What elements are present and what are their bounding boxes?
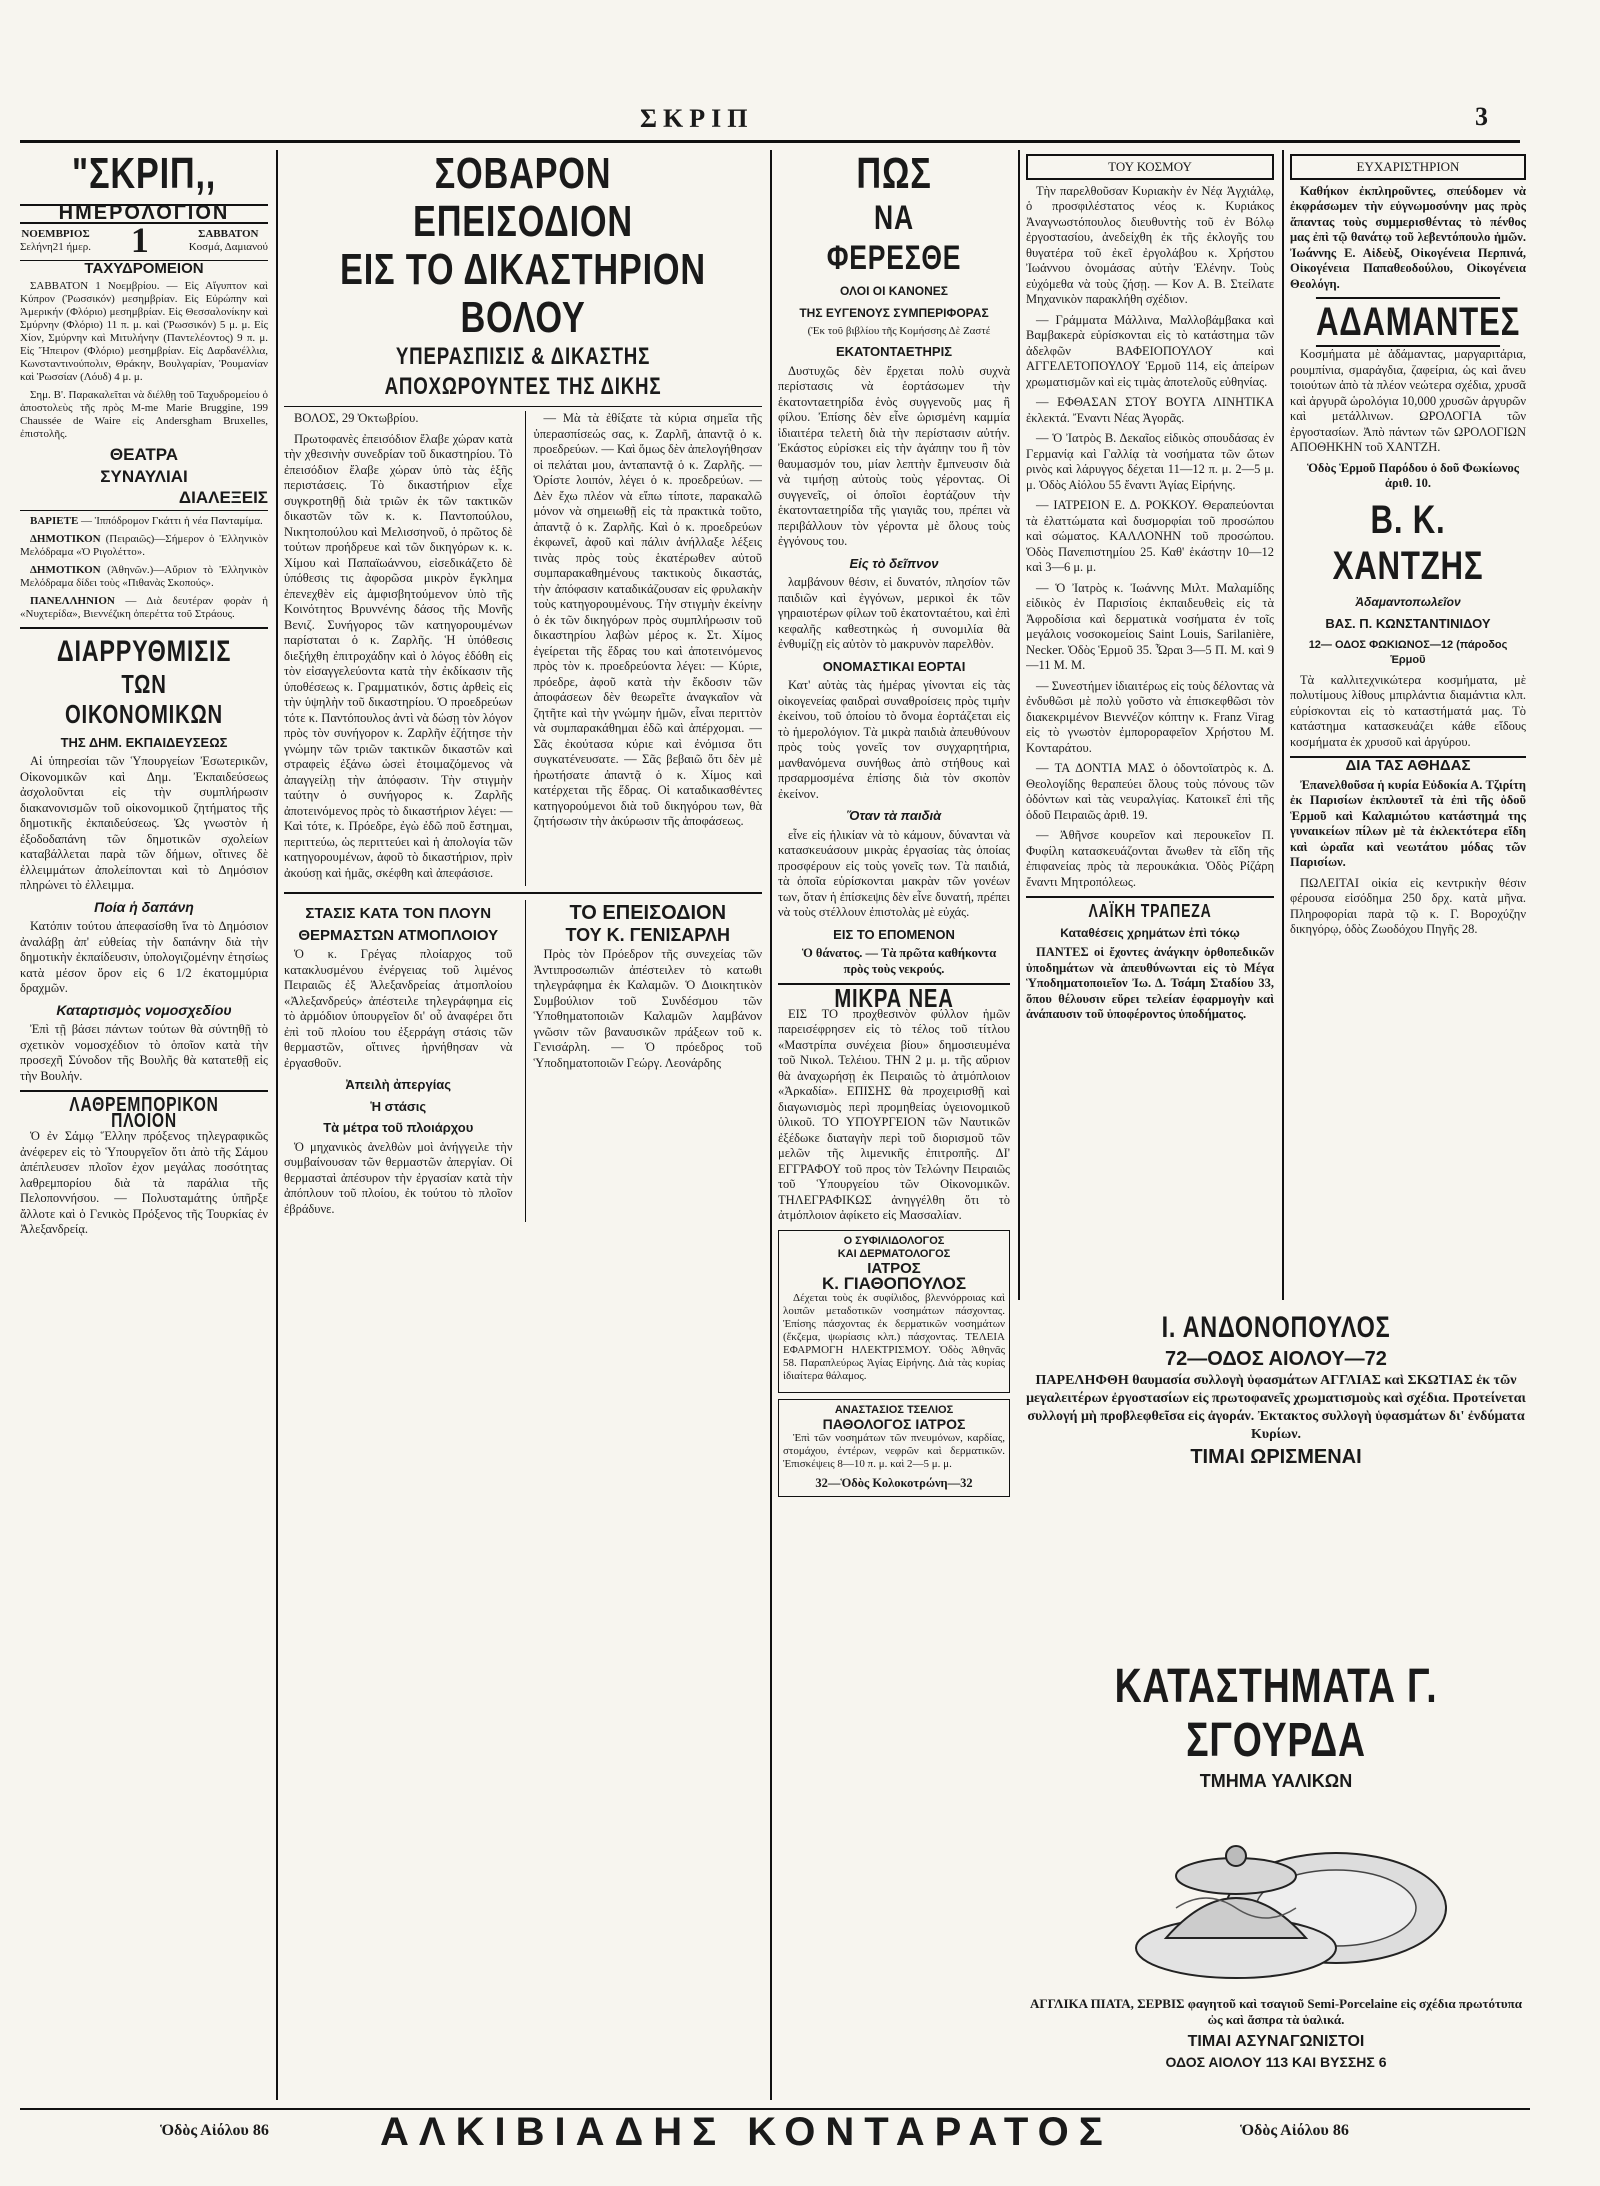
manners-title-2: ΝΑ ΦΕΡΕΣΘΕ <box>826 199 962 277</box>
footer-left-address: Ὁδὸς Αἰόλου 86 <box>160 2122 269 2139</box>
world-item: — ΤΑ ΔΟΝΤΙΑ ΜΑΣ ὁ ὀδοντοϊατρὸς κ. Δ. Θεολογίδης θεραπεύει ὅλους τοὺς πόνους τῶν ὀδόντων καὶ τὰς νευραλγίας. Κατοικεῖ ἐπὶ τῆς ὁδοῦ Πειραιῶς ἀριθ. 19. <box>1026 761 1274 822</box>
calendar-title: ΗΜΕΡΟΛΟΓΙΟΝ <box>20 204 268 224</box>
theatres-title: ΘΕΑΤΡΑ <box>109 445 179 464</box>
column-rule <box>276 150 278 2100</box>
diamonds-title: ΑΔΑΜΑΝΤΕΣ <box>1316 297 1500 347</box>
strike-sub-1: Ἀπειλὴ ἀπεργίας <box>345 1077 452 1092</box>
post-text: ΣΑΒΒΑΤΟΝ 1 Νοεμβρίου. — Εἰς Αἴγυπτον καὶ Κύπρον (Ῥωσσικόν) μεσημβρίαν. Εἰς Εὐρώπην καὶ Ἀμερικήν (Φλόριο) μεσημβρίαν. Εἰς Θεσσαλονίκην καὶ Σμύρνην (Φλόριο) 11 π. μ. καὶ (Ῥωσσικόν) 5 μ. μ. Εἰς Χίον, Σμύρνην καὶ Μιτυλήνην (Παντελέοντος) 9 π. μ. Εἰς Ἤπειρον (Φλόριο) μεσημβρίαν. Εἰς Δαρδανέλλια, Κωνσταντινούπολιν, Θράκην, Βουλγαρίαν, Ῥουμανίαν καὶ Ῥωσσίαν (Λόυδ) 4 μ. μ. <box>20 280 268 383</box>
next-text: Ὁ θάνατος. — Τὰ πρῶτα καθήκοντα πρὸς τοὺς νεκρούς. <box>801 946 997 976</box>
calendar-weekday: ΣΑΒΒΑΤΟΝ <box>198 227 259 240</box>
column-rule <box>1282 150 1284 1300</box>
column-1 <box>20 150 268 2100</box>
calendar-saints: Κοσμά, Δαμιανού <box>188 240 268 253</box>
sgourda-text: ΑΓΓΛΙΚΑ ΠΙΑΤΑ, ΣΕΡΒΙΣ φαγητοῦ καὶ τσαγιοῦ Semi-Porcelaine εἰς σχέδια πρωτότυπα ὡς καὶ ἄσπρα τὰ ὑαλικά. <box>1029 1995 1523 2027</box>
theatre-item: ΠΑΝΕΛΛΗΝΙΟΝ — Διὰ δευτέραν φορὰν ἡ «Νυχτερίδα», Βιεννέζικη ὀπερέττα τοῦ Στράους. <box>20 594 268 620</box>
epeisodion-subtitle: ΤΟΥ Κ. ΓΕΝΙΣΑΡΛΗ <box>565 924 730 945</box>
post-title: ΤΑΧΥΔΡΟΜΕΙΟΝ <box>20 260 268 277</box>
reform-text: Αἱ ὑπηρεσίαι τῶν Ὑπουργείων Ἐσωτερικῶν, Οἰκονομικῶν καὶ Δημ. Ἐκπαιδεύσεως ἀσχολοῦνται εἰς τὴν συμπλήρωσιν διακανονισμῶν τοῦ οἰκονομικοῦ ζητήματος τῆς δημοτικῆς ἐκπαιδεύσεως. Ὡς γνωστὸν ἡ ἐξοδοδαπάνη τῶν δημοτικῶν σχολείων καταβάλλεται παρὰ τῶν δήμων, οἵτινες δὲ ἐλλειμμάτων ἀπολείπονται καὶ τὸ Δημόσιον πληρώνει τὸ ἐλλειμμα. <box>20 754 268 892</box>
thanks-title: ΕΥΧΑΡΙΣΤΗΡΙΟΝ <box>1290 154 1526 180</box>
ad-prices: ΤΙΜΑΙ ΩΡΙΣΜΕΝΑΙ <box>1190 1445 1362 1468</box>
kids-text: εἶνε εἰς ἡλικίαν νὰ τὸ κάμουν, δύνανται νὰ κατασκευάσουν μικρὰς ἐργασίας τὰς ὁποίας προσφέρουν εἰς τοὺς γονεῖς των. Τὰ παιδιά, τὰ ὁποῖα εὑρίσκονται μακρὰν τῶν γονέων των, ὅταν ἡ ἐπίσκεψις δὲν εἶνε δυνατή, πρέπει νὰ τοὺς στέλλουν ἐπιστολὰς μὲ εὐχάς. <box>778 827 1010 919</box>
sgourda-ad <box>1026 1660 1526 2100</box>
reform-subtitle-2: ΤΗΣ ΔΗΜ. ΕΚΠΑΙΔΕΥΣΕΩΣ <box>60 734 228 750</box>
world-title: ΤΟΥ ΚΟΣΜΟΥ <box>1026 154 1274 180</box>
masthead-title: ΣΚΡΙΠ <box>640 104 754 133</box>
ship-text: Ὁ ἐν Σάμῳ Ἕλλην πρόξενος τηλεγραφικῶς ἀνέφερεν εἰς τὸ Ὑπουργεῖον ὅτι ἀπὸ τῆς Σάμου ἀπέπλευσεν πλοῖον ἐχον μεγάλας ποσότητας λαθρεμπορίου διὰ τὰ παράλια τῆς Πελοποννήσου. — Πολυσταμάτης ὑπῆρξε ἄλλοτε καὶ ὁ Γενικὸς Πρόξενος τῆς Τουρκίας ἐν Ἀλεξανδρείᾳ. <box>20 1129 268 1236</box>
diamonds-text: Κοσμήματα μὲ ἀδάμαντας, μαργαριτάρια, ρουμπίνια, σμαράγδια, ζαφείρια, ὡς καὶ ἄνευ τοιούτων ἀπὸ τὰ πλέον νεώτερα σχέδια, χρυσᾶ καὶ ἀργυρᾶ ὡρολόγια 10,000 χρυσῶν ἀργυρῶν καὶ μετάλλινων. ΩΡΟΛΟΓΙΑ τῶν ἐργοστασίων. Ἀπὸ πάντων τῶν ΩΡΟΛΟΓΙΩΝ ΑΠΟΘΗΚΗΝ τοῦ ΧΑΝΤΖΗ. <box>1290 347 1526 454</box>
strike-sub-2: Ἡ στάσις <box>370 1098 427 1114</box>
article-text-left: Πρωτοφανὲς ἐπεισόδιον ἔλαβε χώραν κατὰ τὴν χθεσινὴν συνεδρίαν τοῦ δικαστηρίου. Τὸ ἐπεισόδιον ἔλαβε χώραν ὑπὸ τὰς ἑξῆς περιστάσεις. Τὸ δικαστήριον εἶχε συγκροτηθῇ διὰ τριῶν ἐκ τῶν τακτικῶν δικαστῶν τῶν κ. κ. Παντοπούλου, Νικητοπούλου καὶ Μελισσηνοῦ, ὁ πρῶτος δὲ τούτων προήδρευε καὶ τῶν δικηγόρων κ. κ. Χίμου καὶ Παπαϊωάννου, εἰσεδικάζετο δὲ ὑπόθεσις τις ἀφορῶσα μικρὸν ἔγκλημα ἐπενεχθὲν εἰς ἀμφισβητούμενον ὑπὸ τῆς Κοινότητος Βρυννένης δάσος τῆς Μονῆς Βενιζ. Συνήγορος τῶν κατηγορουμένων παρίσταται ὁ κ. Ζαρλῆς. Ἡ ὑπόθεσις διεξήχθη ἐπιτροχάδην καὶ ὁ λόγος ἐδόθη εἰς τὸν εἰσαγγελεύοντα κατὰ τὴν ἐκδίκασιν τῆς ὑποθέσεως κ. Γραμματικόν, δστις ἀρθεὶς εἰς τὴν ὑψηλὴν τοῦ δικαστηρίου. Ὁ προεδρεύων τότε κ. Παντόπουλος ἀντὶ νὰ δώσῃ τὸν λόγον πρὸς τὸν συνήγορον κ. Ζαρλῆν ἐζήτησε τὴν γνώμην τῶν τριῶν τακτικῶν δικαστῶν καὶ στραφεὶς ἐξάνω ὡσεὶ ἑτοιμαζόμενος νὰ ἀπαγγείλῃ τὴν ἀπόφασιν. Τὴν στιγμὴν ταύτην ὁ συνήγορος κ. Ζαρλῆς ἀποτεινόμενος πρὸς τὸ δικαστήριον λέγει: — Καὶ τότε, κ. Πρόεδρε, ἐγὼ ἐδῶ ποῦ ἔστημαι, περιττεύω, ὡς περιττεύει καὶ ἡ ἀπολογία τῶν κατηγορουμένων, ἀφοῦ τὸ δικαστήριον, πρὶν ἀκούσῃ καὶ ἡμᾶς, σκέφθη καὶ ἀπεφάσισε. <box>284 431 513 880</box>
kids-title: Ὅταν τὰ παιδιὰ <box>846 808 942 823</box>
headline-line-2: ΕΙΣ ΤΟ ΔΙΚΑΣΤΗΡΙΟΝ ΒΟΛΟΥ <box>340 245 706 342</box>
bill-text: Ἐπὶ τῇ βάσει πάντων τούτων θὰ σύντηθῇ τὸ σχετικὸν νομοσχέδιον τὸ ὁποῖον κατὰ τὴν προσεχῆ Σύνοδον τῆς Βουλῆς θὰ κατατεθῇ εἰς τὴν Βουλήν. <box>20 1022 268 1083</box>
epeisodion-title: ΤΟ ΕΠΕΙΣΟΔΙΟΝ <box>569 902 727 924</box>
calendar-box <box>20 219 268 260</box>
sale-text: ΠΩΛΕΙΤΑΙ οἰκία εἰς κεντρικὴν θέσιν φέρουσα εἰσόδημα 250 δρχ. κατὰ μῆνα. Πληροφορίαι παρὰ τῷ κ. Γ. Βοροχύζην δικηγόρῳ, ὁδὸς Ζωοδόχου Πηγῆς 28. <box>1290 875 1526 936</box>
column-5 <box>1290 150 1526 1300</box>
ad-name: Ι. ΑΝΔΟΝΟΠΟΥΛΟΣ <box>1161 1311 1391 1344</box>
strike-subtitle: ΘΕΡΜΑΣΤΩΝ ΑΤΜΟΠΛΟΙΟΥ <box>298 926 499 944</box>
athens-text: Ἐπανελθοῦσα ἡ κυρία Εὐδοκία Α. Τζιρίτη ἐκ Παρισίων ἐκπλουτεῖ τὰ ἐπὶ τῆς ὁδοῦ Ἑρμοῦ καὶ Καλαμιώτου κατάστημά της γυναικείων πίλων μὲ τὰ ἐκλεκτότερα εἴδη καὶ ὡραῖα καὶ νεωτάτου μόδας τῶν Παρισίων. <box>1290 777 1526 869</box>
theatre-item: ΔΗΜΟΤΙΚΟΝ (Ἀθηνῶν.)—Αὔριον τὸ Ἑλληνικὸν Μελόδραμα δίδει τοὺς «Πιθανὰς Σκοπούς». <box>20 563 268 589</box>
nameday-title: ΟΝΟΜΑΣΤΙΚΑΙ ΕΟΡΤΑΙ <box>822 658 966 674</box>
calendar-month: ΝΟΕΜΒΡΙΟΣ <box>21 227 90 240</box>
column-4 <box>1026 150 1274 1300</box>
masthead <box>20 100 1520 143</box>
cost-text: Κατόπιν τούτου ἀπεφασίσθη ἵνα τὸ Δημόσιον ἀναλάβῃ ἀπ' εὐθείας τὴν δαπάνην διὰ τὴν δημοτικὴν ἐκπαίδευσιν, ὑπολογιζομένην ἐτησίως κατὰ μέσον ὅρον εἰς 6 1/2 ἑκατομμύρια δραχμῶν. <box>20 919 268 995</box>
sgourda-address: ΟΔΟΣ ΑΙΟΛΟΥ 113 ΚΑΙ ΒΥΣΣΗΣ 6 <box>1165 2054 1387 2070</box>
tureen-illustration <box>1096 1798 1456 1988</box>
sgourda-subtitle: ΤΜΗΜΑ ΥΑΛΙΚΩΝ <box>1199 1771 1353 1791</box>
headline-deck: ΥΠΕΡΑΣΠΙΣΙΣ & ΔΙΚΑΣΤΗΣ ΑΠΟΧΩΡΟΥΝΤΕΣ ΤΗΣ ΔΙΚΗΣ <box>384 343 662 400</box>
article-dateline: ΒΟΛΟΣ, 29 Ὀκτωβρίου. <box>294 411 419 425</box>
manners-source: (Ἐκ τοῦ βιβλίου τῆς Κομήσσης Δὲ Ζαστέ <box>807 325 991 337</box>
hantzis-address: 12— ΟΔΟΣ ΦΩΚΙΩΝΟΣ—12 (πάροδος Ἑρμοῦ <box>1308 638 1508 666</box>
column-rule <box>1018 150 1020 1300</box>
andonopoulos-ad <box>1026 1310 1526 1630</box>
strike-sub-3: Τὰ μέτρα τοῦ πλοιάρχου <box>323 1120 474 1135</box>
strike-text: Ὁ κ. Γρέγας πλοίαρχος τοῦ κατακλυσμένου ἐνέργειας τοῦ λιμένος Πειραιῶς ἐξ Ἀλεξανδρείας ἀτμοπλοίου «Ἀλεξανδρεύς» ἀπέστειλε τηλεγράφημα εἰς τὸ ἀρμόδιον ὑπουργεῖον δι' οὗ ἀναφέρει ὅτι ἐπὶ τοῦ πλοίου του ἐξερράγη στάσις τῶν θερμαστῶν, οἵτινες ἠρνήθησαν νὰ ἐργασθοῦν. <box>284 947 513 1070</box>
strike-text-2: Ὁ μηχανικὸς ἀνελθὼν μοὶ ἀνήγγειλε τὴν συμβαίνουσαν τῶν θερμαστῶν ἀπεργίαν. Οἱ θερμασταὶ ἀπέσυρον τὴν ἐργασίαν κατὰ τὴν ἀπόπλουν τοῦ πλοίου, ἐκ τούτου τὸ πλοῖον ἐβράδυνε. <box>284 1139 513 1216</box>
world-item: — Ὁ Ἰατρὸς Β. Δεκαῖος εἰδικὸς σπουδάσας ἐν Γερμανίᾳ καὶ Γαλλίᾳ τὰ νοσήματα τῶν ὤτων ρινὸς καὶ λάρυγγος δέχεται 11—12 π. μ. 2—5 μ. μ. Ὁδὸς Αἰόλου 55 ἔναντι Ἁγίας Εἰρήνης. <box>1026 431 1274 492</box>
doctor-ad-1: Ο ΣΥΦΙΛΙΔΟΛΟΓΟΣ ΚΑΙ ΔΕΡΜΑΤΟΛΟΓΟΣ ΙΑΤΡΟΣ Κ. ΓΙΑΘΟΠΟΥΛΟΣ Δέχεται τοὺς ἐκ συφίλιδος, βλεννόρροιας καὶ λοιπῶν μεταδοτικῶν νοσημάτων πάσχοντας. Ἐπίσης πάσχοντας ἐκ δερματικῶν νοσημάτων (ἔκζεμα, ψωρίασις κλπ.) πάσχοντας. ΤΕΛΕΙΑ ΕΦΑΡΜΟΓΗ ΗΛΕΚΤΡΙΣΜΟΥ. Ὁδὸς Ἀθηνᾶς 58. Παραπλεύρως Ἁγίας Εἰρήνης. Διὰ τὰς κυρίας ἰδιαίτερα θάλαμος. <box>778 1230 1010 1393</box>
calendar-moon: Σελήνη21 ήμερ. <box>20 240 91 253</box>
reform-subtitle: ΤΩΝ ΟΙΚΟΝΟΜΙΚΩΝ <box>65 668 223 729</box>
sgourda-title: ΚΑΤΑΣΤΗΜΑΤΑ Γ. ΣΓΟΥΡΔΑ <box>1114 1660 1438 1767</box>
anniversary-text: Δυστυχῶς δὲν ἔρχεται πολὺ συχνὰ περίστασις νὰ ἑορτάσωμεν τὴν ἑκατονταετηρίδα ἑνὸς συγγενοῦς μας ἢ φίλου. Ἐπίσης δὲν εἶνε ὡρισμένη καμμία ἰδιαιτέρα τελετὴ διὰ τὴν περίστασιν αὐτήν. Ἐκάστος εὑρίσκει εἰς τὴν ἀγάπην του ἢ τὸν θαυμασμόν του, μίαν λεπτὴν ἔμπνευσιν διὰ νὰ τιμήσῃ αὐτοὺς τοὺς γέροντας. Οἱ συγγενεῖς, οἱ ὁποῖοι ἑορτάζουν τὴν ἑκατονταετηρίδα τῆς γιαγιᾶς του, πρέπει νὰ περιβάλλουν τὸν γέροντα μὲ ὅλους τοὺς ἐγγόνους του. <box>778 363 1010 548</box>
world-text: Τὴν παρελθοῦσαν Κυριακὴν ἐν Νέᾳ Ἀγχιάλῳ, ὁ προσφιλέστατος νέος κ. Κυριάκος Ἀναγνωστόπουλος διευθυντὴς τοῦ ἐν Βόλῳ ἐργοστασίου, ἀνεδείχθη ἐκ τῆς ἐκλογῆς του θυγατέρα τοῦ ἐκεῖ ἐργολάβου κ. Χρήστου Ἰωάννου ὀνομάσας αὐτὴν Ἐλένην. Τοὺς εὐχόμεθα νὰ τοὺς ζήσῃ. — Κον Α. Β. Στείλατε Μηχανικὸν παρακλήθη σχέδιον. <box>1026 183 1274 306</box>
column-rule <box>770 150 772 2100</box>
next-title: ΕΙΣ ΤΟ ΕΠΟΜΕΝΟΝ <box>833 926 955 942</box>
theatre-item: ΒΑΡΙΕΤΕ — Ἱππόδρομον Γκάττι ἡ νέα Πανταμίμα. <box>30 514 263 527</box>
world-item: — Ἀθῆνσε κουρεῖον καὶ περουκεῖον Π. Φυφίλη κατασκευάζονται ἄνωθεν τὰ εἴδη τῆς ἐπιφανείας πρὸς τὰ περουκάκια. Ὁδὸς Ρίζάρη ἔναντι Μητροπόλεως. <box>1026 828 1274 889</box>
cost-title: Ποία ἡ δαπάνη <box>94 898 194 915</box>
bank-title: ΛΑΪΚΗ ΤΡΑΠΕΖΑ <box>1088 901 1212 921</box>
court-article <box>284 411 762 886</box>
sgourda-prices: ΤΙΜΑΙ ΑΣΥΝΑΓΩΝΙΣΤΟΙ <box>1187 2032 1365 2050</box>
world-item: — ΕΦΘΑΣΑΝ ΣΤΟΥ ΒΟΥΓΑ ΛΙΝΗΤΙΚΑ ἐκλεκτά. Ἔναντι Νέας Ἀγορᾶς. <box>1026 395 1274 425</box>
footer-right-address: Ὁδὸς Αἰόλου 86 <box>1240 2122 1349 2139</box>
ad-address: 72—ΟΔΟΣ ΑΙΟΛΟΥ—72 <box>1165 1348 1387 1370</box>
logo: "ΣΚΡΙΠ,, <box>71 150 217 198</box>
theatre-item: ΔΗΜΟΤΙΚΟΝ (Πειραιῶς)—Σήμερον ὁ Ἑλληνικὸν Μελόδραμα «Ὁ Ριγολέττο». <box>20 532 268 558</box>
dinner-title: Εἰς τὸ δεῖπνον <box>849 555 939 571</box>
world-item: — Γράμματα Μάλλινα, Μαλλοβάμβακα καὶ Βαμβακερὰ εὑρίσκονται εἰς τὸ κατάστημα τῶν ἀδελφῶν ΒΑΦΕΙΟΠΟΥΛΟΥ καὶ ΑΓΓΕΛΕΤΟΠΟΥΛΟΥ Ἑρμοῦ 114, εἰς ἀπείρων χρωματισμῶν καὶ εἰς τιμὰς ἀποτελοῦς εὐθηνίας. <box>1026 312 1274 389</box>
headline-line-1: ΣΟΒΑΡΟΝ ΕΠΕΙΣΟΔΙΟΝ <box>413 150 633 246</box>
anniversary-title: ΕΚΑΤΟΝΤΑΕΤΗΡΙΣ <box>835 344 953 359</box>
article-text-right: — Μὰ τὰ ἐθίξατε τὰ κύρια σημεῖα τῆς ὑπερασπίσεώς σας, κ. Ζαρλῆ, ἀπαντᾷ ὁ κ. προεδρεύων. — Καὶ ὅμως δὲν ἀπελογήθησαν οἱ πελάται μου, ἀνταπαντᾷ ὁ κ. Ζαρλῆς. — Ὁρίστε λοιπόν, λέγει ὁ κ. προεδρεύων. — Δὲν ἔχω πλέον νὰ εἴπω τίποτε, παρακαλῶ μόνον νὰ σημειωθῇ εἰς τὰ πρακτικὰ τοῦτο, ἀπαντᾷ ὁ κ. Ζαρλῆς. Καὶ ὁ κ. προεδρεύων ἐκφωνεῖ, ἀφοῦ καὶ πάλιν ἀνήλλαξε λέξεις τινὰς πρὸς τοὺς ἑκατέρωθεν αὐτοῦ συμπαρακαθημένους τακτικοὺς δικαστάς, τὴν ἀπόφασιν καταδικάζουσαν εἰς φρυλακὴν τοὺς κατηγορουμένους. Τὴν στιγμὴν ἐκείνην ὁ ἐκ τῶν δικηγόρων πρὸς συμπλήρωσιν τοῦ δικαστηρίου λαβὼν μέρος κ. Στ. Χίμος ἐγείρεται τῆς ἕδρας του καὶ ἀποτεινόμενος πρὸς τὸν κ. προεδρεύοντα λέγει: — Κύριε, πρόεδρε, ἀφοῦ κατὰ τὴν ἔκδοσιν τῶν ἀποφάσεων δὲν θεωρεῖτε ἀναγκαῖον νὰ ζητῆτε καὶ τὴν γνώμην ἡμῶν, εἶναι περιττὸν νὰ συμπαρακάθημαι ἐδῶ καὶ ἀπέρχομαι. — Σᾶς ἐκούτασα κύριε καὶ ἐνόμισα ὅτι συγκατένευσατε. — Σᾶς βεβαιῶ ὅτι δὲν μὲ ἠρωτήσατε ἀπαντᾷ ὁ κ. Χίμος καὶ κατέρχεται τῆς ἕδρας. Οἱ καταδικασθέντες κατηγορούμενοι διὰ τοῦ δικηγόρου των, θὰ ζητήσωσιν τὴν ἀκύρωσιν τῆς ἀποφάσεως. <box>533 411 762 828</box>
doctor-ad-1-text: Δέχεται τοὺς ἐκ συφίλιδος, βλεννόρροιας καὶ λοιπῶν μεταδοτικῶν νοσημάτων πάσχοντας. Ἐπίσης πάσχοντας ἐκ δερματικῶν νοσημάτων (ἔκζεμα, ψωρίασις κλπ.) πάσχοντας. ΤΕΛΕΙΑ ΕΦΑΡΜΟΓΗ ΗΛΕΚΤΡΙΣΜΟΥ. Ὁδὸς Ἀθηνᾶς 58. Παραπλεύρως Ἁγίας Εἰρήνης. Διὰ τὰς κυρίας ἰδιαίτερα θάλαμος. <box>783 1291 1005 1382</box>
column-2 <box>284 150 762 2100</box>
concerts-title: ΣΥΝΑΥΛΙΑΙ <box>100 466 188 486</box>
reform-title: ΔΙΑΡΡΥΘΜΙΣΙΣ <box>56 634 232 668</box>
mikra-nea-text: ΕΙΣ ΤΟ προχθεσινὸν φύλλον ἡμῶν παρεισέφρησεν εἰς τὸ τέλος τοῦ τίτλου «Μαστρίπα συνέχεια βίου» δημοσιευμένα τοῦ Νικολ. Τελέιου. ΤΗΝ 2 μ. μ. τῆς αὔριον θὰ ἀναχωρήσῃ ἐκ Πειραιῶς τὸ ἀτμόπλοιον «Ἀρκαδία». ΕΠΙΣΗΣ θὰ προχειρισθῇ καὶ διαγωνισμὸς περὶ προμηθείας ὑγειονομικοῦ ὑλικοῦ. ΤΟ ΥΠΟΥΡΓΕΙΟΝ τῶν Ναυτικῶν ἐξέδωκε διαταγὴν περὶ τοῦ διορισμοῦ τῶν μελῶν τῆς λιμενικῆς ἐπιτροπῆς. ΔΙ' ΕΓΓΡΑΦΟΥ τοῦ προς τὸν Τελώνην Πειραιῶς τοῦ Ὑπουργείου τῶν Οἰκονομικῶν. ΤΗΛΕΓΡΑΦΙΚΩΣ ἀνηγγέλθη ὅτι τὸ ἀτμόπλοιον ἀφίκετο εἰς Μασσαλίαν. <box>778 1006 1010 1222</box>
hantzis-subtitle: Ἀδαμαντοπωλεῖον <box>1355 594 1461 609</box>
doctor-ad-2: ΑΝΑΣΤΑΣΙΟΣ ΤΣΕΛΙΟΣ ΠΑΘΟΛΟΓΟΣ ΙΑΤΡΟΣ Ἐπὶ τῶν νοσημάτων τῶν πνευμόνων, καρδίας, στομάχου, ἐντέρων, νεφρῶν καὶ δερματικῶν. Ἐπισκέψεις 8—10 π. μ. καὶ 2—5 μ. μ. 32—Ὁδὸς Κολοκοτρώνη—32 <box>778 1399 1010 1497</box>
athens-title: ΔΙΑ ΤΑΣ ΑΘΗΔΑΣ <box>1290 756 1526 774</box>
ad-text: ΠΑΡΕΛΗΦΘΗ θαυμασία συλλογὴ ὑφασμάτων ΑΓΓΛΙΑΣ καὶ ΣΚΩΤΙΑΣ ἐκ τῶν μεγαλειτέρων ἐργοστασίων εἰς πρωτοφανεῖς χρωματισμοὺς καὶ σχέδια. Προτείνεται συλλογή μὴ προβλεφθεῖσα εἰς ἀγοράν. Ἐκτακτος συλλογὴ ὑφασμάτων δι' ἐνδύματα Κυρίων. <box>1026 1372 1526 1442</box>
dinner-text: λαμβάνουν θέσιν, εἰ δυνατόν, πλησίον τῶν παιδιῶν καὶ ἐγγόνων, μερικοὶ ἐκ τῶν γηραιοτέρων φίλων τοῦ ἑκατονταέτου, καὶ ἐπὶ κεφαλῆς καθεστηκὼς ἡ συνομιλία θὰ ἐνθυμίζῃ εἰς αὐτὸν τὸ μακρυνὸν παρελθὸν. <box>778 575 1010 651</box>
mikra-nea-title: ΜΙΚΡΑ ΝΕΑ <box>834 983 954 1013</box>
world-item: — ΙΑΤΡΕΙΟΝ Ε. Δ. ΡΟΚΚΟΥ. Θεραπεύονται τὰ ἐλαττώματα καὶ δυσμορφίαι τοῦ προσώπου καὶ σώματος. ΚΑΛΛΟΝΗΝ τοῦ προσώπου. Ὁδὸς Πανεπιστημίου 25. Καθ' ἑκάστην 10—12 καὶ 3—6 μ. μ. <box>1026 498 1274 574</box>
calendar-day-number: 1 <box>130 219 149 260</box>
world-item: — Ὁ Ἰατρὸς κ. Ἰωάννης Μιλτ. Μαλαμίδης εἰδικὸς ἐν Παρισίοις ἐκπαιδευθεὶς εἰς τὰ Ἀφροδίσια καὶ δερματικὰ νοσήματα ἐν τοῖς μεγάλοις νοσοκομείοις Saint Louis, Sarilanière, Necker. Ὁδὸς Ἑρμοῦ 35. Ὧραι 3—5 Π. Μ. καὶ 9—11 Μ. Μ. <box>1026 580 1274 672</box>
bill-title: Καταρτισμὸς νομοσχεδίου <box>56 1001 232 1018</box>
bank-subtitle: Καταθέσεις χρημάτων ἐπὶ τόκῳ <box>1060 925 1240 940</box>
lower-articles <box>284 900 762 1222</box>
nameday-text: Κατ' αὐτὰς τὰς ἡμέρας γίνονται εἰς τὰς οἰκογενείας φαιδραὶ συναθροίσεις πρὸς τιμὴν ἐκείνου, τοῦ ὁποίου τὸ ὄνομα ἑορτάζεται εἰς τὸ ἡμερολόγιον. Τὰ μικρὰ παιδιὰ ἀπευθύνουν πρὸς τοὺς γονεῖς τον συγχαρητήρια, μανθανόμενα συνήθως ἀπὸ στήθους καὶ πρσαρμοσμένα ἐπίσης διὰ τὸν σκοπὸν ἐκείνον. <box>778 678 1010 801</box>
footer-name: ΑΛΚΙΒΙΑΔΗΣ ΚΟΝΤΑΡΑΤΟΣ <box>380 2110 1113 2154</box>
hantzis-name: ΒΑΣ. Π. ΚΩΝΣΤΑΝΤΙΝΙΔΟΥ <box>1325 616 1491 631</box>
doctor-ad-2-address: 32—Ὁδὸς Κολοκοτρώνη—32 <box>815 1476 973 1490</box>
world-item: — Συνεστήμεν ἰδιαιτέρως εἰς τοὺς δέλοντας νὰ ἐνδυθῶσι μὲ πολὺ γοῦστο νὰ ἐπισκεφθῶσι τὸν διακεκριμένον Βιεννέζον κόπτην κ. Franz Virag εἰς τὸ γνωστὸν ἐμποροραφεῖον Χρήστου Μ. Κονταράτου. <box>1026 678 1274 755</box>
hantzis-title: Β. Κ. ΧΑΝΤΖΗΣ <box>1332 497 1484 588</box>
page-number: 3 <box>1475 102 1488 131</box>
post-notice: Σημ. Β'. Παρακαλεῖται νὰ διέλθῃ τοῦ Ταχυδρομείου ὁ ἀποστολεὺς τῆς πρὸς Μ-me Marie Bruggine, 199 Chaussée de Waire εἰς Andersgham Bruxelles, ἐπιστολῆς. <box>20 389 268 440</box>
thanks-text: Καθήκον ἐκπληροῦντες, σπεύδομεν νὰ ἐκφράσωμεν τὴν εὐγνωμοσύνην μας πρὸς ἅπαντας τοὺς συμμερισθέντας τὸ πένθος μας ἐπὶ τῷ θανάτῳ τοῦ λεβεντόπουλο ἡμῶν. Ἰωάννης Ε. Αἰδεὺξ, Οἰκογένεια Περπινά, Οἰκογένεια Παπαθεοδούλου, Οἰκογένεια Θεολόγη. <box>1290 183 1526 291</box>
epeisodion-text: Πρὸς τὸν Πρόεδρον τῆς συνεχείας τῶν Ἀντιπροσωπιῶν ἀπέστειλεν τὸ κατωθι τηλεγράφημα ἐκ Καλαμῶν. Ὁ Διοικητικὸν Συμβούλιον τοῦ Συνδέσμου τῶν Ὑποθηματοποιῶν Καλαμῶν λαμβάνον γνῶσιν τῶν βαναυσικῶν πράξεων τοῦ κ. Γενισάρλη. — Ὁ πρόεδρος τοῦ Ὑποδηματοποιῶν Γεώργ. Λεονάρδης <box>533 947 762 1070</box>
lectures-title: ΔΙΑΛΕΞΕΙΣ <box>178 488 268 507</box>
hantzis-text: Τὰ καλλιτεχνικώτερα κοσμήματα, μὲ πολυτίμους λίθους μπιρλάντια διαμάντια κλπ. εὑρίσκονται εἰς τὸ καταστήματά μας. Τὸ κατάστημα κατασκευάζει κάθε εἴδους κοσμήματα ἐκ χρυσοῦ καὶ ἀργύρου. <box>1290 672 1526 749</box>
doctor-ad-2-text: Ἐπὶ τῶν νοσημάτων τῶν πνευμόνων, καρδίας, στομάχου, ἐντέρων, νεφρῶν καὶ δερματικῶν. Ἐπισκέψεις 8—10 π. μ. καὶ 2—5 μ. μ. <box>783 1432 1005 1470</box>
ship-title: ΛΑΘΡΕΜΠΟΡΙΚΟΝ ΠΛΟΙΟΝ <box>69 1094 219 1132</box>
footer-banner <box>20 2108 1530 2154</box>
manners-sub-2: ΤΗΣ ΕΥΓΕΝΟΥΣ ΣΥΜΠΕΡΙΦΟΡΑΣ <box>799 305 989 320</box>
manners-title: ΠΩΣ <box>856 150 932 198</box>
bank-text: ΠΑΝΤΕΣ οἱ ἔχοντες ἀνάγκην ὀρθοπεδικῶν ὑποδημάτων νὰ ἀπευθύνωνται εἰς τὸ Μέγα Ὑποδηματοποιεῖον Ἰω. Δ. Τσάμη Σταδίου 33, ὅπου θέλουσιν εὕρει τελείαν ἐφαρμογὴν καὶ ἀνάπαυσιν τοῦ ὑποφέροντος ὑποδήματος. <box>1026 945 1274 1021</box>
diamonds-address: Ὁδὸς Ἑρμοῦ Παρόδου ὁ δοῦ Φωκίωνος ἀριθ. 10. <box>1306 460 1519 490</box>
column-3 <box>778 150 1010 2100</box>
manners-sub-1: ΟΛΟΙ ΟΙ ΚΑΝΟΝΕΣ <box>840 284 948 298</box>
strike-title: ΣΤΑΣΙΣ ΚΑΤΑ ΤΟΝ ΠΛΟΥΝ <box>305 905 492 922</box>
